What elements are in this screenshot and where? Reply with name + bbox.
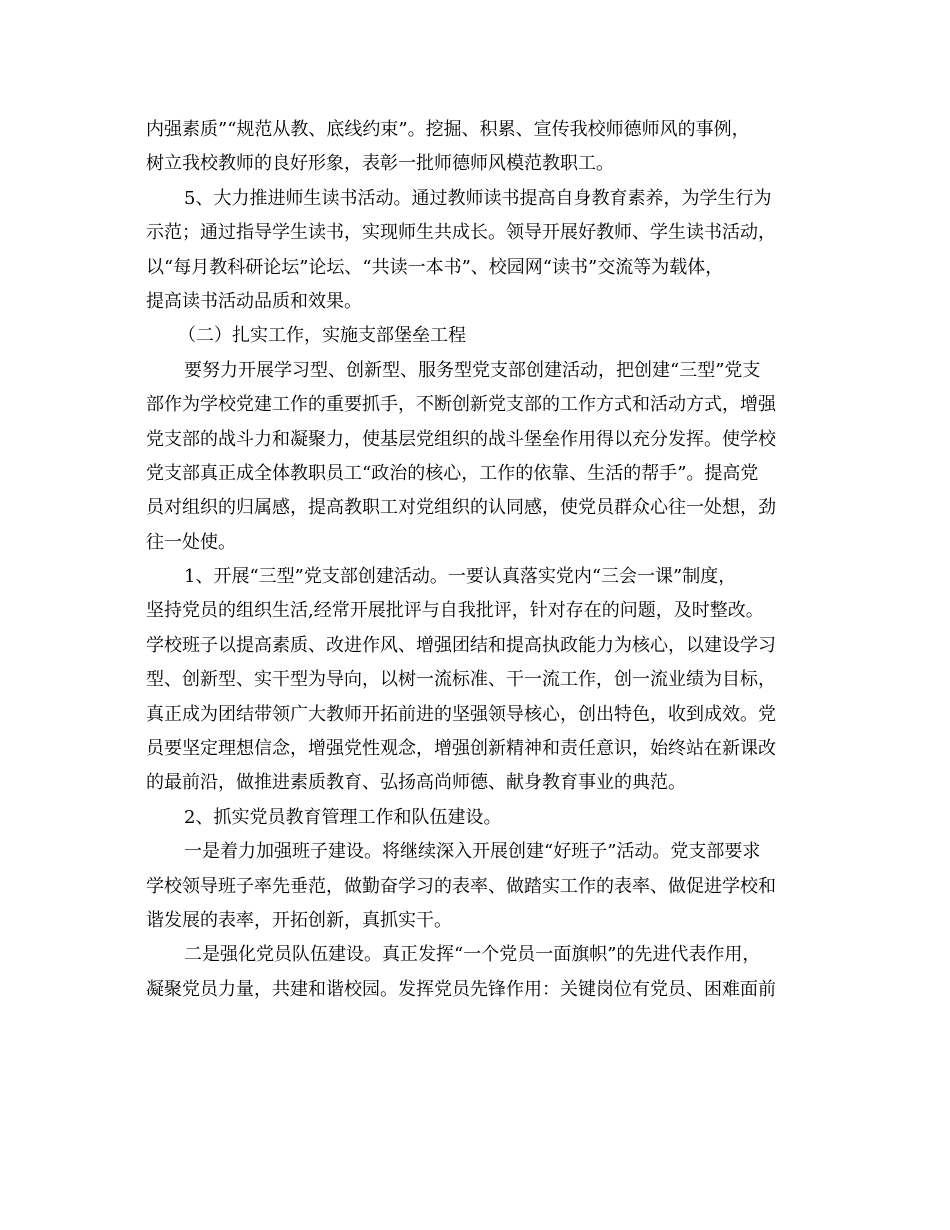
text-line: 树立我校教师的良好形象，表彰一批师德师风模范教职工。	[146, 153, 614, 175]
text-line: 2、抓实党员教育管理工作和队伍建设。	[184, 806, 502, 828]
text-line: 员要坚定理想信念，增强党性观念，增强创新精神和责任意识，始终站在新课改	[146, 738, 776, 760]
text-line: 学校领导班子率先垂范，做勤奋学习的表率、做踏实工作的表率、做促进学校和	[146, 875, 776, 897]
text-line: 要努力开展学习型、创新型、服务型党支部创建活动，把创建“三型”党支	[184, 359, 761, 381]
text-line: 凝聚党员力量，共建和谐校园。发挥党员先锋作用：关键岗位有党员、困难面前	[146, 978, 776, 1000]
text-line: 真正成为团结带领广大教师开拓前进的坚强领导核心，创出特色，收到成效。党	[146, 703, 776, 725]
text-line: 1、开展“三型”党支部创建活动。一要认真落实党内“三会一课”制度，	[184, 566, 737, 588]
text-line: 学校班子以提高素质、改进作风、增强团结和提高执政能力为核心，以建设学习	[146, 634, 776, 656]
text-line: 往一处使。	[146, 531, 236, 553]
text-line: 型、创新型、实干型为导向，以树一流标准、干一流工作，创一流业绩为目标，	[146, 669, 776, 691]
text-line: 坚持党员的组织生活,经常开展批评与自我批评，针对存在的问题，及时整改。	[146, 600, 764, 622]
text-line: 以“每月教科研论坛”论坛、“共读一本书”、校园网“读书”交流等为载体，	[146, 256, 724, 278]
text-line: 谐发展的表率，开拓创新，真抓实干。	[146, 909, 452, 931]
text-line: 二是强化党员队伍建设。真正发挥“一个党员一面旗帜”的先进代表作用，	[184, 944, 761, 966]
text-line: 党支部真正成全体教职员工“政治的核心，工作的依靠、生活的帮手”。提高党	[146, 462, 759, 484]
section-heading: （二）扎实工作，实施支部堡垒工程	[178, 325, 466, 347]
text-line: 的最前沿，做推进素质教育、弘扬高尚师德、献身教育事业的典范。	[146, 772, 686, 794]
text-line: 内强素质”“规范从教、底线约束”。挖掘、积累、宣传我校师德师风的事例，	[146, 119, 750, 140]
text-line: 示范；通过指导学生读书，实现师生共成长。领导开展好教师、学生读书活动，	[146, 222, 776, 244]
text-line: 员对组织的归属感，提高教职工对党组织的认同感，使党员群众心往一处想，劲	[146, 497, 776, 519]
text-line: 5、大力推进师生读书活动。通过教师读书提高自身教育素养，为学生行为	[184, 187, 772, 209]
text-line: 一是着力加强班子建设。将继续深入开展创建“好班子”活动。党支部要求	[184, 841, 761, 863]
text-line: 提高读书活动品质和效果。	[146, 290, 362, 312]
text-line: 部作为学校党建工作的重要抓手，不断创新党支部的工作方式和活动方式，增强	[146, 394, 776, 416]
text-line: 党支部的战斗力和凝聚力，使基层党组织的战斗堡垒作用得以充分发挥。使学校	[146, 428, 776, 450]
document-body	[146, 113, 806, 1007]
